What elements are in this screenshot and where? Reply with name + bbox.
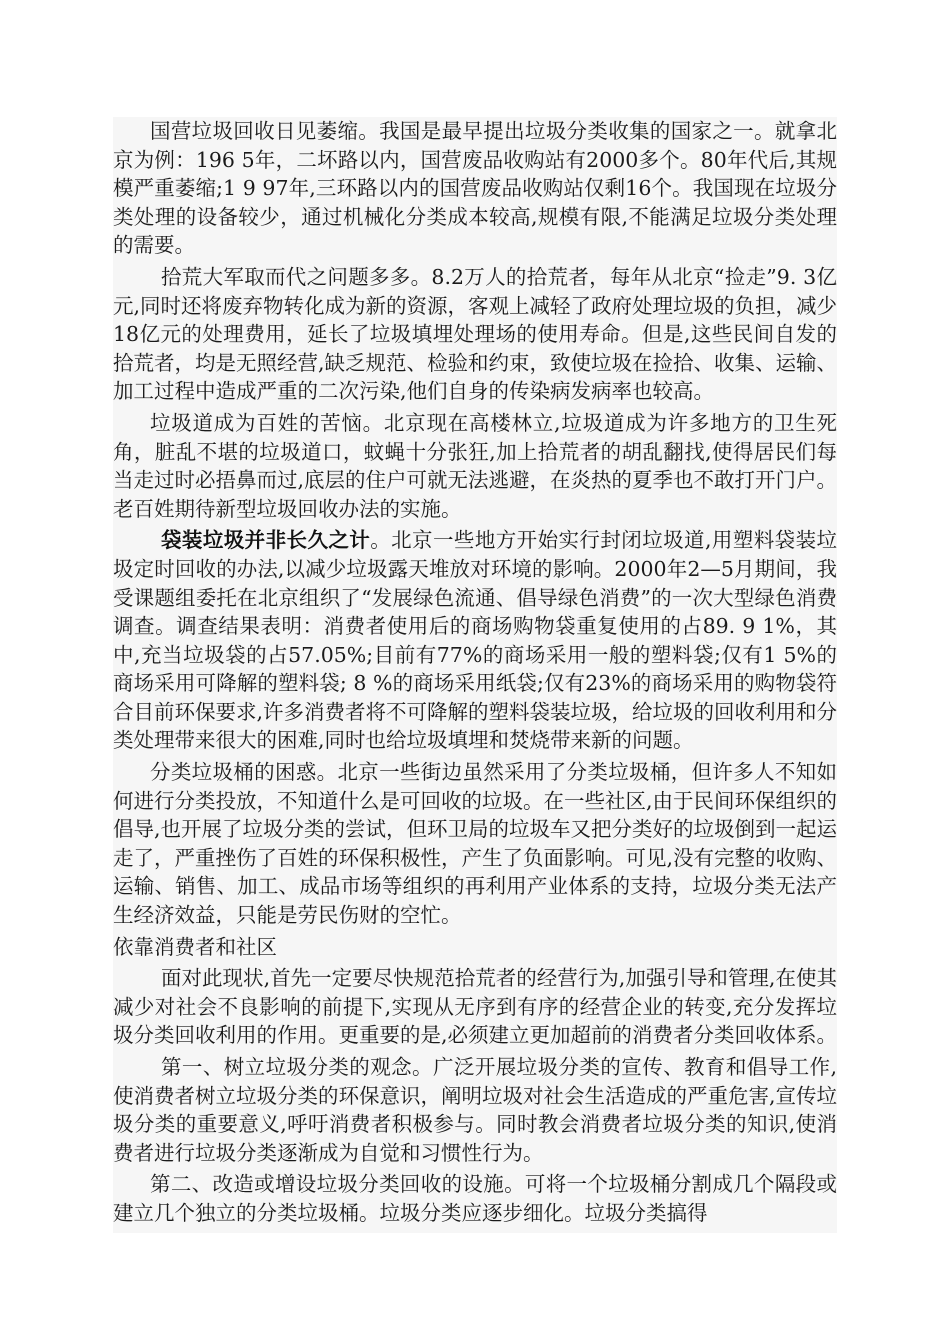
paragraph-second-measure: 第二、改造或增设垃圾分类回收的设施。可将一个垃圾桶分割成几个隔段或建立几个独立的分类垃圾桶。垃圾分类应逐步细化。垃圾分类搞得 bbox=[113, 1172, 837, 1225]
paragraph-state-recycling-decline: 国营垃圾回收日见萎缩。我国是最早提出垃圾分类收集的国家之一。就拿北京为例：196 5年，二坏路以内，国营废品收购站有2000多个。80年代后,其规模严重萎缩;1 9 97年,三环路以内的国营废品收购站仅剩16个。我国现在垃圾分类处理的设备较少，通过机械化分类成本较高,规模有限,不能满足垃圾分类处理的需要。 bbox=[113, 119, 837, 258]
paragraph-body: 。北京一些地方开始实行封闭垃圾道,用塑料袋装垃圾定时回收的办法,以减少垃圾露天堆放对环境的影响。2000年2—5月期间，我受课题组委托在北京组织了“发展绿色流通、倡导绿色消费”的一次大型绿色消费调查。调查结果表明：消费者使用后的商场购物袋重复使用的占89. 9 1%，其中,充当垃圾袋的占57.05%;目前有77%的商场采用一般的塑料袋;仅有1 5%的商场采用可降解的塑料袋; 8 %的商场采用纸袋;仅有23%的商场采用的购物袋符合目前环保要求,许多消费者将不可降解的塑料袋装垃圾，给垃圾的回收利用和分类处理带来很大的困难,同时也给垃圾填埋和焚烧带来新的问题。 bbox=[113, 528, 838, 753]
paragraph-bagged-garbage bbox=[113, 526, 837, 755]
paragraph-current-situation: 面对此现状,首先一定要尽快规范拾荒者的经营行为,加强引导和管理,在使其减少对社会不良影响的前提下,实现从无序到有序的经营企业的转变,充分发挥垃圾分类回收利用的作用。更重要的是,必须建立更加超前的消费者分类回收体系。 bbox=[113, 966, 838, 1048]
document-body bbox=[113, 117, 837, 1233]
paragraph-garbage-chutes: 垃圾道成为百姓的苦恼。北京现在高楼林立,垃圾道成为许多地方的卫生死角，脏乱不堪的垃圾道口，蚊蝇十分张狂,加上拾荒者的胡乱翻找,使得居民们每当走过时必捂鼻而过,底层的住户可就无法逃避，在炎热的夏季也不敢打开门户。老百姓期待新型垃圾回收办法的实施。 bbox=[113, 410, 838, 521]
section-heading: 依靠消费者和社区 bbox=[113, 934, 277, 959]
paragraph-sorted-bins: 分类垃圾桶的困惑。北京一些街边虽然采用了分类垃圾桶，但许多人不知如何进行分类投放，不知道什么是可回收的垃圾。在一些社区,由于民间环保组织的倡导,也开展了垃圾分类的尝试，但环卫局的垃圾车又把分类好的垃圾倒到一起运走了，严重挫伤了百姓的环保积极性，产生了负面影响。可见,没有完整的收购、运输、销售、加工、成品市场等组织的再利用产业体系的支持，垃圾分类无法产生经济效益，只能是劳民伤财的空忙。 bbox=[113, 760, 838, 928]
paragraph-lead-bold: 袋装垃圾并非长久之计 bbox=[161, 528, 371, 553]
paragraph-scavengers: 拾荒大军取而代之问题多多。8.2万人的拾荒者，每年从北京“捡走”9. 3亿元,同时还将废弃物转化成为新的资源，客观上减轻了政府处理垃圾的负担，减少18亿元的处理费用，延长了垃圾填埋处理场的使用寿命。但是,这些民间自发的拾荒者，均是无照经营,缺乏规范、检验和约束，致使垃圾在捡拾、收集、运输、加工过程中造成严重的二次污染,他们自身的传染病发病率也较高。 bbox=[113, 264, 838, 404]
paragraph-first-measure: 第一、树立垃圾分类的观念。广泛开展垃圾分类的宣传、教育和倡导工作,使消费者树立垃圾分类的环保意识，阐明垃圾对社会生活造成的严重危害,宣传垃圾分类的重要意义,呼吁消费者积极参与。同时教会消费者垃圾分类的知识,使消费者进行垃圾分类逐渐成为自觉和习惯性行为。 bbox=[113, 1055, 838, 1165]
